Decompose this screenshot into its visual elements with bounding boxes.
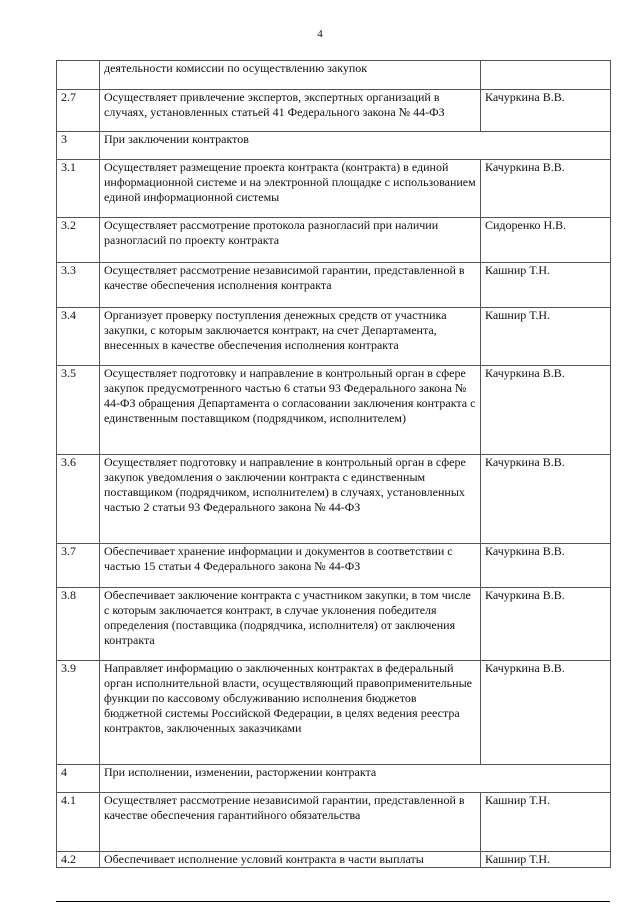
responsible-person: Кашнир Т.Н. [481, 263, 611, 308]
row-number [57, 61, 100, 90]
row-number: 3.6 [57, 455, 100, 544]
duty-text: деятельности комиссии по осуществлению закупок [100, 61, 481, 90]
responsible-person: Качуркина В.В. [481, 661, 611, 765]
table-row [57, 263, 611, 308]
row-number: 3 [57, 132, 100, 160]
table-row [57, 588, 611, 661]
section-row [57, 132, 611, 160]
responsible-person: Качуркина В.В. [481, 588, 611, 661]
duty-text: Обеспечивает хранение информации и документов в соответствии с частью 15 статьи 4 Федерального закона № 44-ФЗ [100, 544, 481, 588]
page-number: 4 [317, 28, 323, 40]
duty-text: Осуществляет рассмотрение независимой гарантии, представленной в качестве обеспечения исполнения контракта [100, 263, 481, 308]
responsible-person: Качуркина В.В. [481, 160, 611, 218]
duty-text: Осуществляет размещение проекта контракта (контракта) в единой информационной системе и на электронной площадке с использованием единой информационной системы [100, 160, 481, 218]
duty-text: Направляет информацию о заключенных контрактах в федеральный орган исполнительной власти, осуществляющий правоприменительные функции по кассовому обслуживанию исполнения бюджетов бюджетной системы Российской Федерации, в целях ведения реестра контрактов, заключенных заказчиками [100, 661, 481, 765]
row-number: 3.3 [57, 263, 100, 308]
row-number: 3.8 [57, 588, 100, 661]
duty-text: Осуществляет подготовку и направление в контрольный орган в сфере закупок предусмотренного частью 6 статьи 93 Федерального закона № 44-ФЗ обращения Департамента о согласовании заключения контракта с единственным поставщиком (подрядчиком, исполнителем) [100, 366, 481, 455]
row-number: 3.4 [57, 308, 100, 366]
section-row [57, 765, 611, 793]
table-row [57, 661, 611, 765]
table-row [57, 366, 611, 455]
duty-text: Осуществляет подготовку и направление в контрольный орган в сфере закупок уведомления о заключении контракта с единственным поставщиком (подрядчиком, исполнителем) в случаях, установленных частью 2 статьи 93 Федерального закона № 44-ФЗ [100, 455, 481, 544]
footer-rule [56, 901, 610, 902]
table-row [57, 455, 611, 544]
table-row [57, 160, 611, 218]
row-number: 3.2 [57, 218, 100, 263]
table-row [57, 793, 611, 852]
table-row [57, 544, 611, 588]
row-number: 4.2 [57, 852, 100, 868]
duty-text: Организует проверку поступления денежных средств от участника закупки, с которым заключается контракт, на счет Департамента, внесенных в качестве обеспечения исполнения контракта [100, 308, 481, 366]
row-number: 4 [57, 765, 100, 793]
row-number: 3.9 [57, 661, 100, 765]
row-number: 3.7 [57, 544, 100, 588]
section-title: При исполнении, изменении, расторжении контракта [100, 765, 611, 793]
responsible-person: Кашнир Т.Н. [481, 852, 611, 868]
table-row [57, 61, 611, 90]
responsibility-table [56, 60, 611, 868]
row-number: 3.1 [57, 160, 100, 218]
responsible-person: Кашнир Т.Н. [481, 793, 611, 852]
responsible-person [481, 61, 611, 90]
table-row [57, 90, 611, 132]
row-number: 3.5 [57, 366, 100, 455]
section-title: При заключении контрактов [100, 132, 611, 160]
duty-text: Обеспечивает заключение контракта с участником закупки, в том числе с которым заключается контракт, в случае уклонения победителя определения (поставщика (подрядчика, исполнителя) от заключения контракта [100, 588, 481, 661]
row-number: 4.1 [57, 793, 100, 852]
row-number: 2.7 [57, 90, 100, 132]
responsible-person: Качуркина В.В. [481, 366, 611, 455]
table-row [57, 308, 611, 366]
responsible-person: Качуркина В.В. [481, 544, 611, 588]
responsible-person: Качуркина В.В. [481, 455, 611, 544]
duty-text: Осуществляет рассмотрение независимой гарантии, представленной в качестве обеспечения гарантийного обязательства [100, 793, 481, 852]
duty-text: Обеспечивает исполнение условий контракта в части выплаты [100, 852, 481, 868]
table-row [57, 218, 611, 263]
duty-text: Осуществляет привлечение экспертов, экспертных организаций в случаях, установленных статьей 41 Федерального закона № 44-ФЗ [100, 90, 481, 132]
duty-text: Осуществляет рассмотрение протокола разногласий при наличии разногласий по проекту контракта [100, 218, 481, 263]
table-row [57, 852, 611, 868]
responsible-person: Качуркина В.В. [481, 90, 611, 132]
table-body [57, 61, 611, 868]
responsible-person: Кашнир Т.Н. [481, 308, 611, 366]
responsible-person: Сидоренко Н.В. [481, 218, 611, 263]
